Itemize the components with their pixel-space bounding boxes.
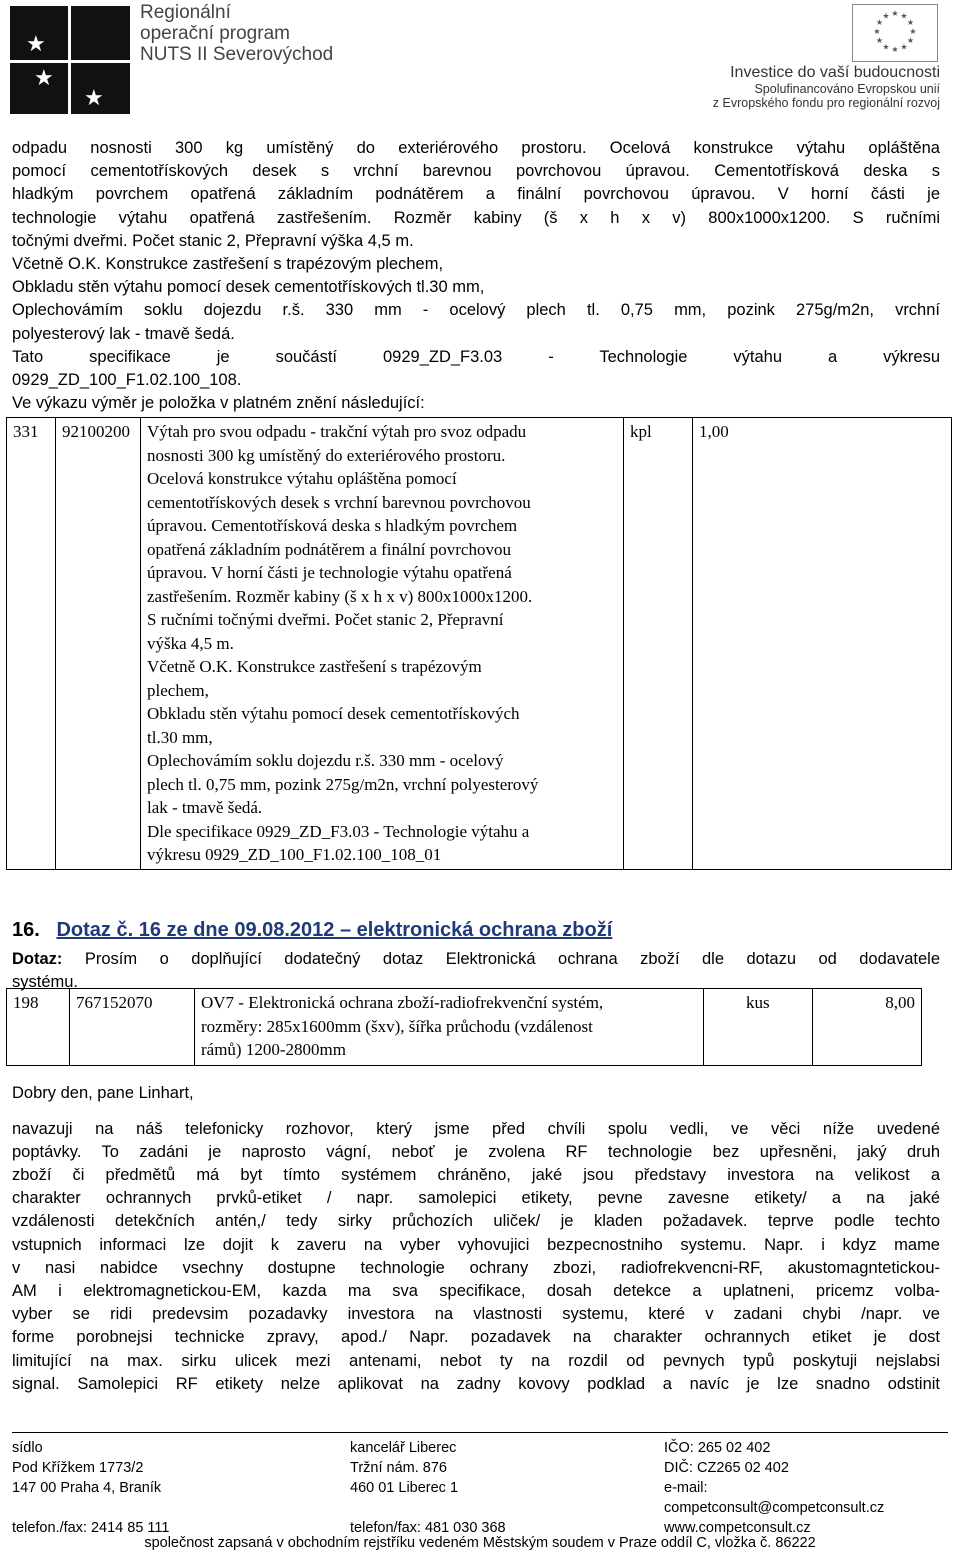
footer-email-link[interactable]: competconsult@competconsult.cz <box>664 1500 885 1516</box>
text-line: Včetně O.K. Konstrukce zastřešení s trapézovým plechem, <box>12 255 444 274</box>
text-line: forme porobnejsi technicke zpravy, apod./ Napr. pozadavek na charakter ochrannych etiket je dost <box>12 1328 940 1347</box>
question-label: Dotaz: <box>12 949 63 968</box>
text-line: Obkladu stěn výtahu pomocí desek cementotřískových tl.30 mm, <box>12 278 485 297</box>
desc-line: plechem, <box>147 680 209 700</box>
star-icon: ★ <box>34 66 54 91</box>
item-number: 198 <box>7 989 70 1066</box>
desc-line: nosnosti 300 kg umístěný do exteriérového prostoru. <box>147 445 506 465</box>
desc-line: úpravou. Cementotřísková deska s hladkým povrchem <box>147 516 518 536</box>
footer-dic: DIČ: CZ265 02 402 <box>664 1460 789 1476</box>
desc-line: Oplechovámím soklu dojezdu r.š. 330 mm - ocelový <box>147 751 504 771</box>
question-text: Prosím o doplňující dodatečný dotaz Elektronická ochrana zboží dle dotazu od dodavatele <box>62 949 940 968</box>
desc-line: výkresu 0929_ZD_100_F1.02.100_108_01 <box>147 845 442 865</box>
text-line: Tato specifikace je součástí 0929_ZD_F3.03 - Technologie výtahu a výkresu <box>12 347 940 366</box>
text-line: navazuji na náš telefonicky rozhovor, který jsme před chvíli spolu vedli, ve věci níže uvedené <box>12 1119 940 1138</box>
text-line: AM i elektromagnetickou-EM, kazda ma sva specifikace, dosah detekce a uplatneni, pricemz volba- <box>12 1281 940 1300</box>
desc-line: tl.30 mm, <box>147 727 213 747</box>
svg-text:★: ★ <box>875 18 884 27</box>
footer-col-ids <box>664 1438 884 1538</box>
text-line: vzdálenosti detekčních antén,/ tedy sirky průchozích uliček/ je kladen požadavek. teprve podle techto <box>12 1212 940 1231</box>
spec-table-elevator <box>6 417 952 870</box>
text-line: Oplechovámím soklu dojezdu r.š. 330 mm - ocelový plech tl. 0,75 mm, pozink 275g/m2n, vrchní <box>12 301 940 320</box>
text-line: odpadu nosnosti 300 kg umístěný do exteriérového prostoru. Ocelová konstrukce výtahu opláštěna <box>12 139 940 157</box>
rop-logo-text <box>140 2 333 65</box>
svg-text:★: ★ <box>900 42 908 52</box>
svg-text:★: ★ <box>906 18 915 27</box>
desc-line: Včetně O.K. Konstrukce zastřešení s trapézovým <box>147 657 482 677</box>
spec-table-eas <box>6 988 922 1066</box>
page-header <box>0 0 960 120</box>
footer-line: Tržní nám. 876 <box>350 1460 447 1476</box>
logo-divider-horizontal <box>10 60 130 63</box>
footer-ico: IČO: 265 02 402 <box>664 1440 771 1456</box>
svg-text:★: ★ <box>891 45 899 54</box>
svg-text:★: ★ <box>906 36 915 45</box>
letter-paragraph <box>12 1118 940 1396</box>
footer-phone: telefon./fax: 2414 85 111 <box>12 1520 170 1536</box>
svg-text:★: ★ <box>873 27 881 36</box>
desc-line: rozměry: 285x1600mm (šxv), šířka průchodu (vzdálenost <box>201 1016 593 1036</box>
eu-fund: z Evropského fondu pro regionální rozvoj <box>712 96 940 110</box>
footer-line: sídlo <box>12 1440 43 1456</box>
text-line: 0929_ZD_100_F1.02.100_108. <box>12 371 242 390</box>
section-heading <box>12 918 940 942</box>
text-line: charakter ochrannych prvků-etiket / napr. samolepici etikety, pevne zavesne etikety/ a na jaké <box>12 1189 940 1208</box>
logo-line: Regionální <box>140 2 231 23</box>
desc-line: rámů) 1200-2800mm <box>201 1040 346 1060</box>
item-description <box>195 989 704 1066</box>
item-code: 92100200 <box>56 418 141 870</box>
desc-line: Dle specifikace 0929_ZD_F3.03 - Technologie výtahu a <box>147 821 530 841</box>
eu-slogan: Investice do vaší budoucnosti <box>730 64 940 81</box>
svg-text:★: ★ <box>882 11 890 21</box>
desc-line: úpravou. V horní části je technologie výtahu opatřená <box>147 563 512 583</box>
desc-line: cementotřískových desek s vrchní barevnou povrchovou <box>147 492 531 512</box>
text-line: hladkým povrchem opatřená základním podnátěrem a finální povrchovou úpravou. V horní části je <box>12 185 940 204</box>
item-description <box>141 418 624 870</box>
eu-flag-icon <box>852 4 938 62</box>
intro-paragraph <box>12 137 940 415</box>
desc-line: výška 4,5 m. <box>147 633 234 653</box>
table-row <box>7 418 952 870</box>
desc-line: zastřešením. Rozměr kabiny (š x h x v) 800x1000x1200. <box>147 586 533 606</box>
desc-line: OV7 - Elektronická ochrana zboží-radiofrekvenční systém, <box>201 993 604 1013</box>
svg-text:★: ★ <box>900 11 908 21</box>
footer-line <box>12 1498 169 1518</box>
rop-logo <box>10 6 130 114</box>
footer-line: Pod Křížkem 1773/2 <box>12 1460 144 1476</box>
footer-web-link[interactable]: www.competconsult.cz <box>664 1520 811 1536</box>
logo-line: NUTS II Severovýchod <box>140 44 334 65</box>
eu-cofinanced: Spolufinancováno Evropskou unií <box>754 82 940 96</box>
text-line: poptávky. To zadáni je naprosto vágní, neboť je zvolena RF technologie bez upřesněni, jaký druh <box>12 1142 940 1161</box>
text-line: zboží či předmětů má byt tímto systémem chráněno, jaké jsou představy investora na velikost a <box>12 1165 940 1184</box>
item-unit: kus <box>704 989 813 1066</box>
star-icon: ★ <box>84 86 104 111</box>
footer-col-seat <box>12 1438 169 1538</box>
text-line <box>12 948 940 971</box>
footer-email-label: e-mail: <box>664 1480 708 1496</box>
svg-text:★: ★ <box>909 27 917 36</box>
text-line: pomocí cementotřískových desek s vrchní barevnou povrchovou úpravou. Cementotřísková deska s <box>12 162 940 181</box>
text-line: vstupnich informaci lze dojit k zaveru na vyber vyhovujici bezpecnostniho systemu. Napr. i kdyz mame <box>12 1235 940 1254</box>
footer-line: kancelář Liberec <box>350 1440 457 1456</box>
letter-greeting: Dobry den, pane Linhart, <box>12 1084 194 1103</box>
footer-registry: společnost zapsaná v obchodním rejstříku vedeném Městským soudem v Praze oddíl C, vložka č. 86222 <box>144 1535 816 1551</box>
desc-line: Ocelová konstrukce výtahu opláštěna pomocí <box>147 469 457 489</box>
footer-divider <box>12 1432 948 1433</box>
item-number: 331 <box>7 418 56 870</box>
desc-line: Výtah pro svou odpadu - trakční výtah pro svoz odpadu <box>147 422 527 442</box>
text-line: signal. Samolepici RF etikety nelze aplikovat na zadny kovovy podklad a navíc je lze snadno odstinit <box>12 1374 940 1393</box>
item-quantity: 8,00 <box>813 989 922 1066</box>
text-line: Ve výkazu výměr je položka v platném znění následující: <box>12 394 425 413</box>
text-line: točnými dveřmi. Počet stanic 2, Přepravní výška 4,5 m. <box>12 231 414 250</box>
text-line: vyber se ridi predevsim pozadavky investora na vlastnosti systemu, které v zadani chybi /napr. ve <box>12 1305 940 1324</box>
footer-line <box>350 1498 506 1518</box>
svg-text:★: ★ <box>875 36 884 45</box>
section-title: Dotaz č. 16 ze dne 09.08.2012 – elektronická ochrana zboží <box>56 918 613 941</box>
item-unit: kpl <box>624 418 693 870</box>
section-number: 16. <box>12 918 40 941</box>
eu-funding-text <box>713 64 940 110</box>
svg-text:★: ★ <box>882 42 890 52</box>
text-line: technologie výtahu opatřená zastřešením. Rozměr kabiny (š x h x v) 800x1000x1200. S ručními <box>12 208 940 227</box>
logo-line: operační program <box>140 23 290 44</box>
text-line: polyesterový lak - tmavě šedá. <box>12 324 235 343</box>
text-line: v nasi nabidce vsechny dostupne technologie ochrany zbozi, radiofrekvencni-RF, akustomagntetickou- <box>12 1258 940 1277</box>
svg-text:★: ★ <box>891 9 899 18</box>
item-code: 767152070 <box>70 989 195 1066</box>
document-body <box>12 137 940 1396</box>
desc-line: plech tl. 0,75 mm, pozink 275g/m2n, vrchní polyesterový <box>147 774 539 794</box>
footer-col-office <box>350 1438 506 1538</box>
text-line: limitující na max. sirku ulicek mezi antenami, nebot ty na rozdil od pevnych typů poskytuji nejslabsi <box>12 1351 940 1370</box>
desc-line: S ručními točnými dveřmi. Počet stanic 2, Přepravní <box>147 610 504 630</box>
item-quantity: 1,00 <box>693 418 952 870</box>
desc-line: lak - tmavě šedá. <box>147 798 263 818</box>
table-row <box>7 989 922 1066</box>
footer-phone: telefon/fax: 481 030 368 <box>350 1520 506 1536</box>
text-line: systému. <box>12 973 79 992</box>
footer-line: 147 00 Praha 4, Braník <box>12 1480 162 1496</box>
desc-line: Obkladu stěn výtahu pomocí desek cementotřískových <box>147 704 520 724</box>
footer-line: 460 01 Liberec 1 <box>350 1480 459 1496</box>
desc-line: opatřená základním podnátěrem a finální povrchovou <box>147 539 511 559</box>
star-icon: ★ <box>26 32 46 57</box>
